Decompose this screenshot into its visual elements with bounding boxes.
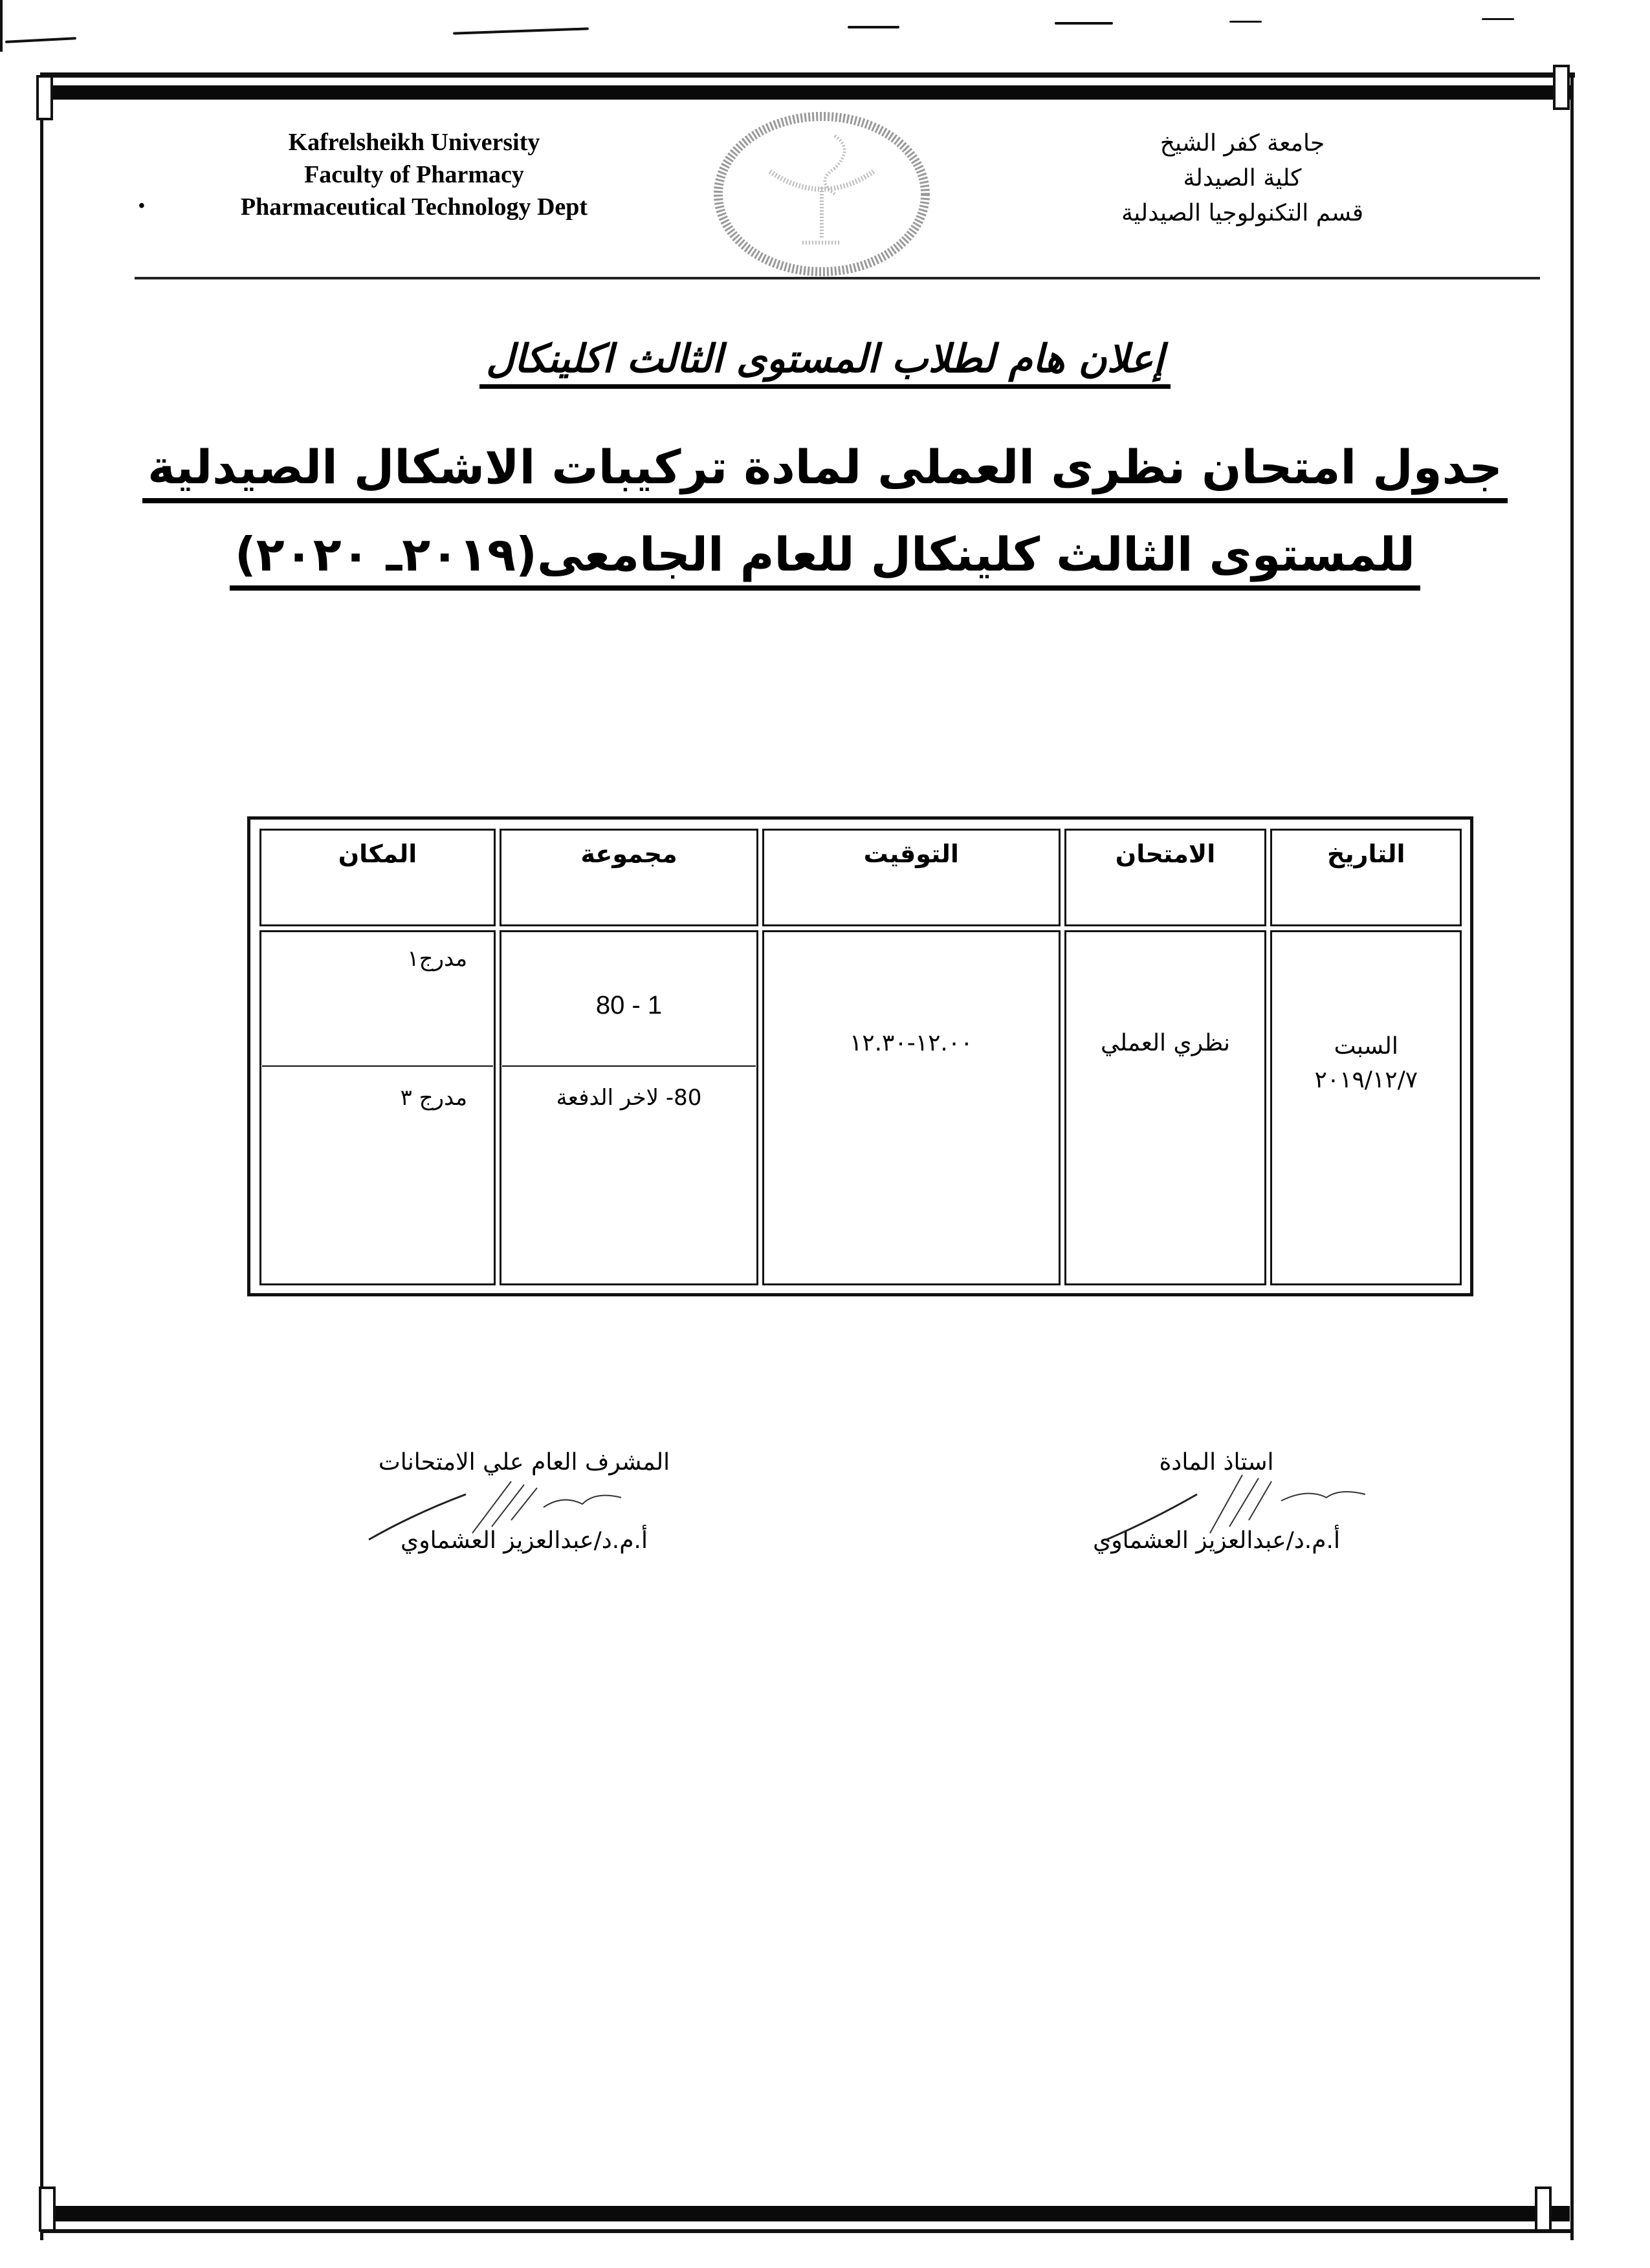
- supervisor-name: أ.م.د/عبدالعزيز العشماوي: [401, 1527, 648, 1554]
- university-name-ar: جامعة كفر الشيخ: [1160, 130, 1325, 157]
- university-name-en: Kafrelsheikh University: [288, 129, 540, 156]
- faculty-name-ar: كلية الصيدلة: [1183, 165, 1302, 191]
- place-1: [262, 933, 493, 1067]
- cell-places: [259, 930, 496, 1285]
- scan-artifact: [1229, 21, 1262, 23]
- group-1-range: 1 - 80: [595, 991, 663, 1020]
- cell-groups: [500, 930, 758, 1285]
- page-border-top: [40, 72, 1575, 78]
- department-name-en: Pharmaceutical Technology Dept: [240, 193, 588, 221]
- group-2: [502, 1065, 756, 1283]
- header-arabic: [1061, 126, 1424, 231]
- professor-title: استاذ المادة: [1159, 1449, 1274, 1476]
- scan-artifact: [1055, 22, 1113, 25]
- page-border-bottom-band: [43, 2206, 1570, 2221]
- header-divider: [135, 277, 1540, 279]
- scan-artifact: [453, 27, 589, 34]
- department-name-ar: قسم التكنولوجيا الصيدلية: [1121, 200, 1364, 226]
- header-exam: الامتحان: [1064, 829, 1267, 926]
- faculty-name-en: Faculty of Pharmacy: [304, 161, 524, 188]
- header-english: [194, 126, 634, 223]
- table-header-row: [259, 829, 1462, 926]
- date-value: ٢٠١٩/١٢/٧: [1314, 1067, 1418, 1093]
- exam-schedule-table: [247, 816, 1473, 1296]
- place-1-hall: مدرج١: [407, 946, 468, 972]
- exam-time: ١٢.٠٠-١٢.٣٠: [849, 1030, 973, 1056]
- schedule-title-line2: [0, 527, 1650, 582]
- group-2-range: 80- لاخر الدفعة: [556, 1085, 702, 1111]
- scan-artifact: [1482, 18, 1514, 20]
- announcement-text: إعلان هام لطلاب المستوى الثالث اكلينكال: [479, 336, 1171, 389]
- schedule-title-text-2: للمستوى الثالث كلينكال للعام الجامعى(٢٠١٩ـ ٢٠٢٠): [230, 527, 1420, 591]
- cell-exam: [1064, 930, 1267, 1285]
- place-2: [262, 1065, 493, 1283]
- frame-corner-tl: [36, 75, 53, 120]
- faculty-logo: [705, 110, 938, 278]
- schedule-title-line1: [0, 440, 1650, 494]
- scan-edge-mark: [0, 0, 3, 52]
- supervisor-title: المشرف العام علي الامتحانات: [378, 1449, 670, 1476]
- bullet-mark: •: [138, 196, 145, 216]
- header-place: المكان: [259, 829, 496, 926]
- cell-time: [762, 930, 1061, 1285]
- date-day: السبت: [1334, 1033, 1398, 1060]
- table-row: [259, 930, 1462, 1285]
- scan-artifact: [5, 37, 76, 43]
- cell-date: [1270, 930, 1462, 1285]
- frame-corner-tr: [1553, 65, 1570, 110]
- handwritten-signature-icon: [362, 1468, 634, 1546]
- schedule-title-text-1: جدول امتحان نظرى العملى لمادة تركيبات الاشكال الصيدلية: [142, 440, 1508, 503]
- frame-corner-bl: [39, 2186, 56, 2232]
- group-1: [502, 933, 756, 1067]
- page-border-bottom: [43, 2229, 1574, 2233]
- exam-name: نظري العملي: [1100, 1030, 1231, 1056]
- handwritten-signature-icon: [1100, 1468, 1372, 1546]
- schedule-grid: [256, 825, 1466, 1289]
- pharmacy-bowl-logo-icon: [705, 110, 938, 278]
- place-2-hall: مدرج ٣: [400, 1085, 468, 1111]
- announcement-heading: [0, 336, 1650, 382]
- scan-artifact: [848, 26, 899, 28]
- professor-name: أ.م.د/عبدالعزيز العشماوي: [1093, 1527, 1340, 1554]
- header-date: التاريخ: [1270, 829, 1462, 926]
- page-border-top-band: [44, 85, 1571, 100]
- frame-corner-br: [1535, 2186, 1552, 2232]
- header-time: التوقيت: [762, 829, 1061, 926]
- header-group: مجموعة: [500, 829, 758, 926]
